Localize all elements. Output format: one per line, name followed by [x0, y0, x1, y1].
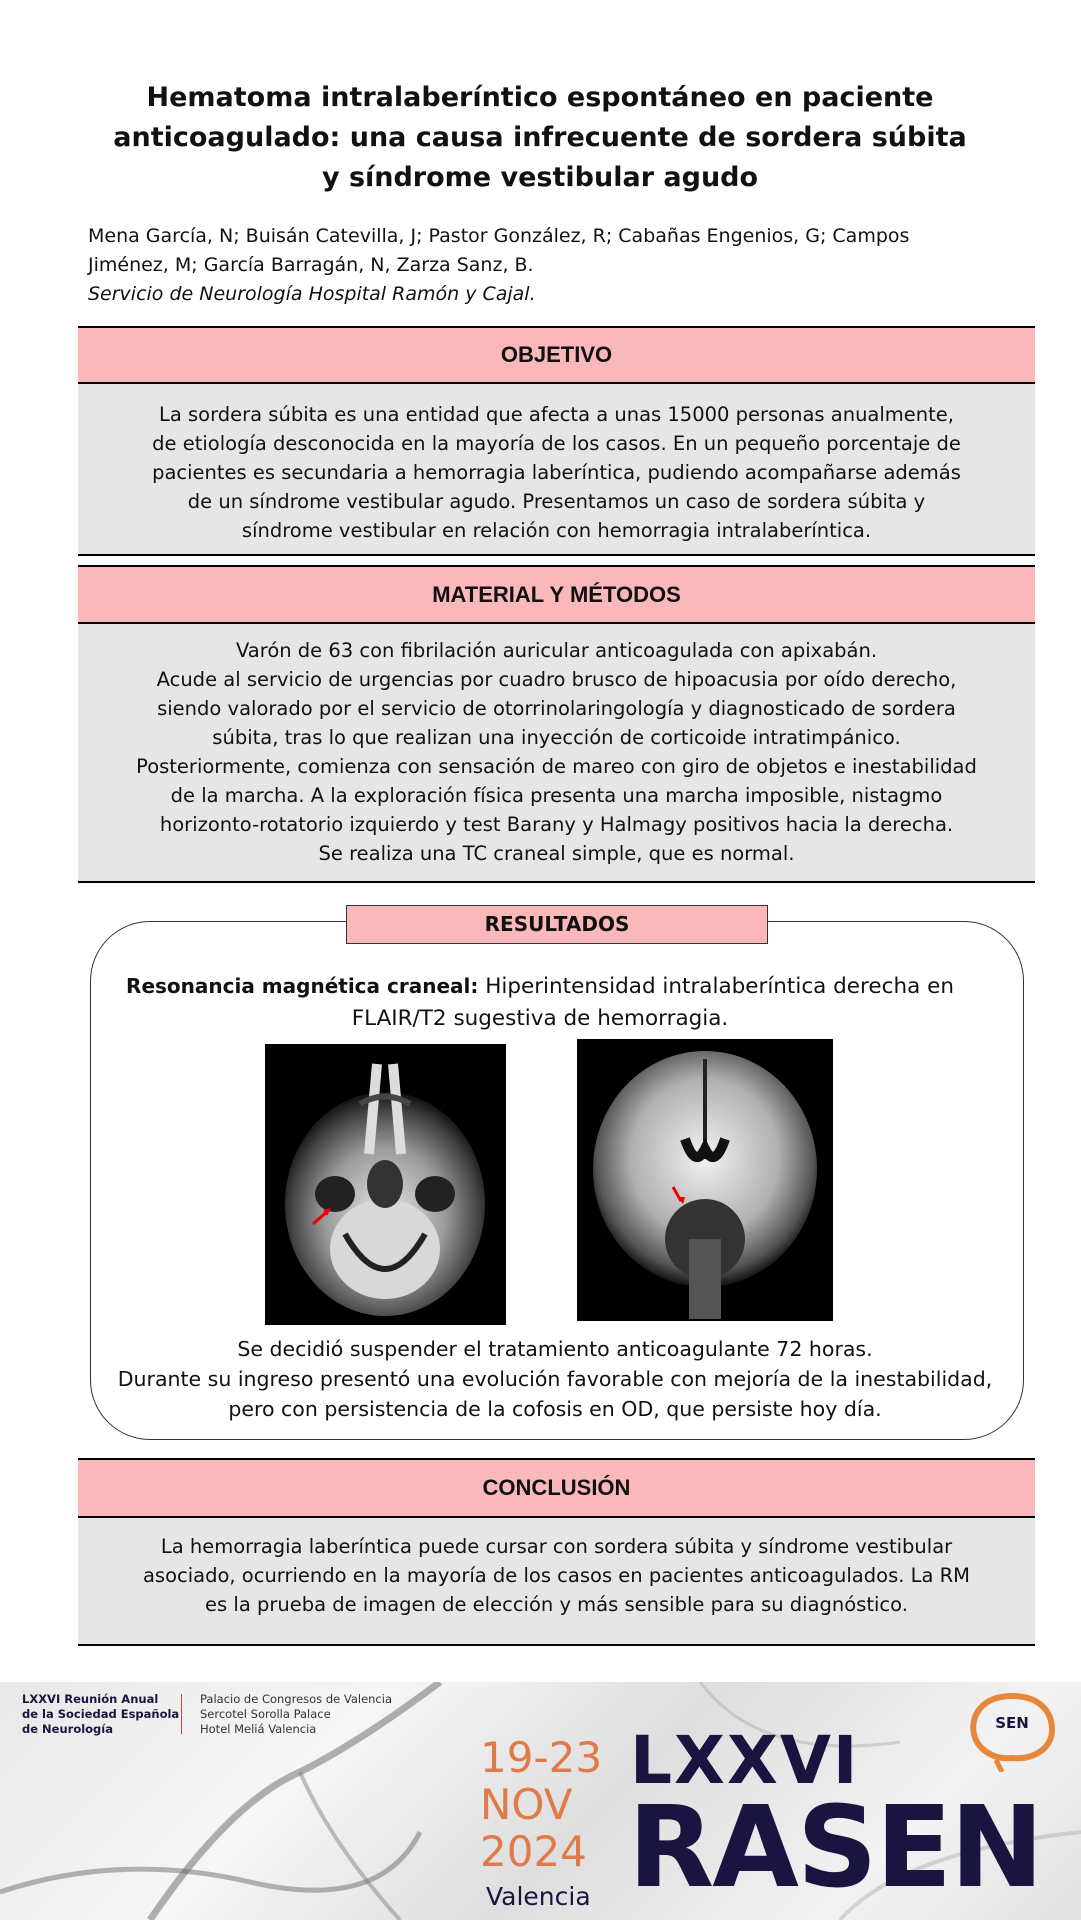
logo-text: SEN [995, 1714, 1029, 1732]
org-line-1: LXXVI Reunión Anual [22, 1692, 159, 1706]
venues [200, 1692, 392, 1737]
org-line-2: de la Sociedad Española [22, 1707, 180, 1721]
objetivo-heading: OBJETIVO [78, 326, 1035, 384]
metodos-heading: MATERIAL Y MÉTODOS [78, 565, 1035, 624]
date-month: NOV [480, 1780, 573, 1829]
venue-1: Palacio de Congresos de Valencia [200, 1692, 393, 1706]
resultados-p2: Durante su ingreso presentó una evolución favorable con mejoría de la inestabilidad, pero con persistencia de la cofosis en OD, que persiste hoy día. [117, 1367, 993, 1421]
mri-coronal-image [577, 1039, 833, 1321]
congress-dates [480, 1734, 602, 1875]
resultados-conclusions [100, 1334, 1010, 1424]
author-block [88, 222, 988, 309]
conclusion-body [78, 1518, 1035, 1646]
congress-banner [0, 1682, 1081, 1920]
date-year: 2024 [480, 1827, 587, 1876]
objetivo-text: La sordera súbita es una entidad que afecta a unas 15000 personas anualmente, de etiología desconocida en la mayoría de los casos. En un pequeño porcentaje de pacientes es secundaria a hemorragia laberíntica, pudiendo acompañarse además de un síndrome vestibular agudo. Presentamos un caso de sordera súbita y síndrome vestibular en relación con hemorragia intralaberíntica. [152, 403, 961, 542]
venue-2: Sercotel Sorolla Palace [200, 1707, 331, 1721]
date-days: 19-23 [480, 1733, 603, 1782]
metodos-p3: Posteriormente, comienza con sensación de mareo con giro de objetos e inestabilidad de la marcha. A la exploración física presenta una marcha imposible, nistagmo horizonto-rotatorio izquierdo y test Barany y Halmagy positivos hacia la derecha. [136, 755, 977, 836]
metodos-p4: Se realiza una TC craneal simple, que es normal. [318, 842, 795, 865]
resultados-p1: Se decidió suspender el tratamiento anticoagulante 72 horas. [237, 1337, 873, 1361]
resultados-heading: RESULTADOS [346, 905, 768, 944]
sen-logo [962, 1686, 1062, 1772]
mri-axial-image [265, 1044, 506, 1325]
venue-3: Hotel Meliá Valencia [200, 1722, 317, 1736]
resultados-finding-text: Hiperintensidad intralaberíntica derecha en FLAIR/T2 sugestiva de hemorragia. [351, 974, 954, 1031]
metodos-body [78, 624, 1035, 883]
authors-line-2: Jiménez, M; García Barragán, N, Zarza Sanz, B. [88, 254, 534, 276]
metodos-p1: Varón de 63 con fibrilación auricular anticoagulada con apixabán. [235, 639, 878, 662]
resultados-lead: Resonancia magnética craneal: [126, 974, 479, 998]
metodos-p2: Acude al servicio de urgencias por cuadro brusco de hipoacusia por oído derecho, siendo valorado por el servicio de otorrinolaringología y diagnosticado de sordera súbita, tras lo que realizan una inyección de corticoide intratimpánico. [156, 668, 957, 749]
congress-acronym: RASEN [628, 1783, 1042, 1913]
congress-city: Valencia [486, 1882, 591, 1911]
organizer [22, 1692, 179, 1737]
conclusion-text: La hemorragia laberíntica puede cursar con sordera súbita y síndrome vestibular asociado, ocurriendo en la mayoría de los casos en pacientes anticoagulados. La RM es la prueba de imagen de elección y más sensible para su diagnóstico. [142, 1535, 971, 1616]
divider [181, 1694, 182, 1734]
edition-numeral: LXXVI [630, 1722, 860, 1799]
objetivo-body [78, 384, 1035, 556]
poster-title: Hematoma intralaberíntico espontáneo en paciente anticoagulado: una causa infrecuente de sordera súbita y síndrome vestibular agudo [113, 82, 967, 193]
conclusion-heading: CONCLUSIÓN [78, 1458, 1035, 1518]
affiliation: Servicio de Neurología Hospital Ramón y Cajal. [88, 283, 536, 305]
authors-line-1: Mena García, N; Buisán Catevilla, J; Pastor González, R; Cabañas Engenios, G; Campos [88, 225, 910, 247]
resultados-finding [120, 970, 960, 1035]
org-line-3: de Neurología [22, 1722, 113, 1736]
